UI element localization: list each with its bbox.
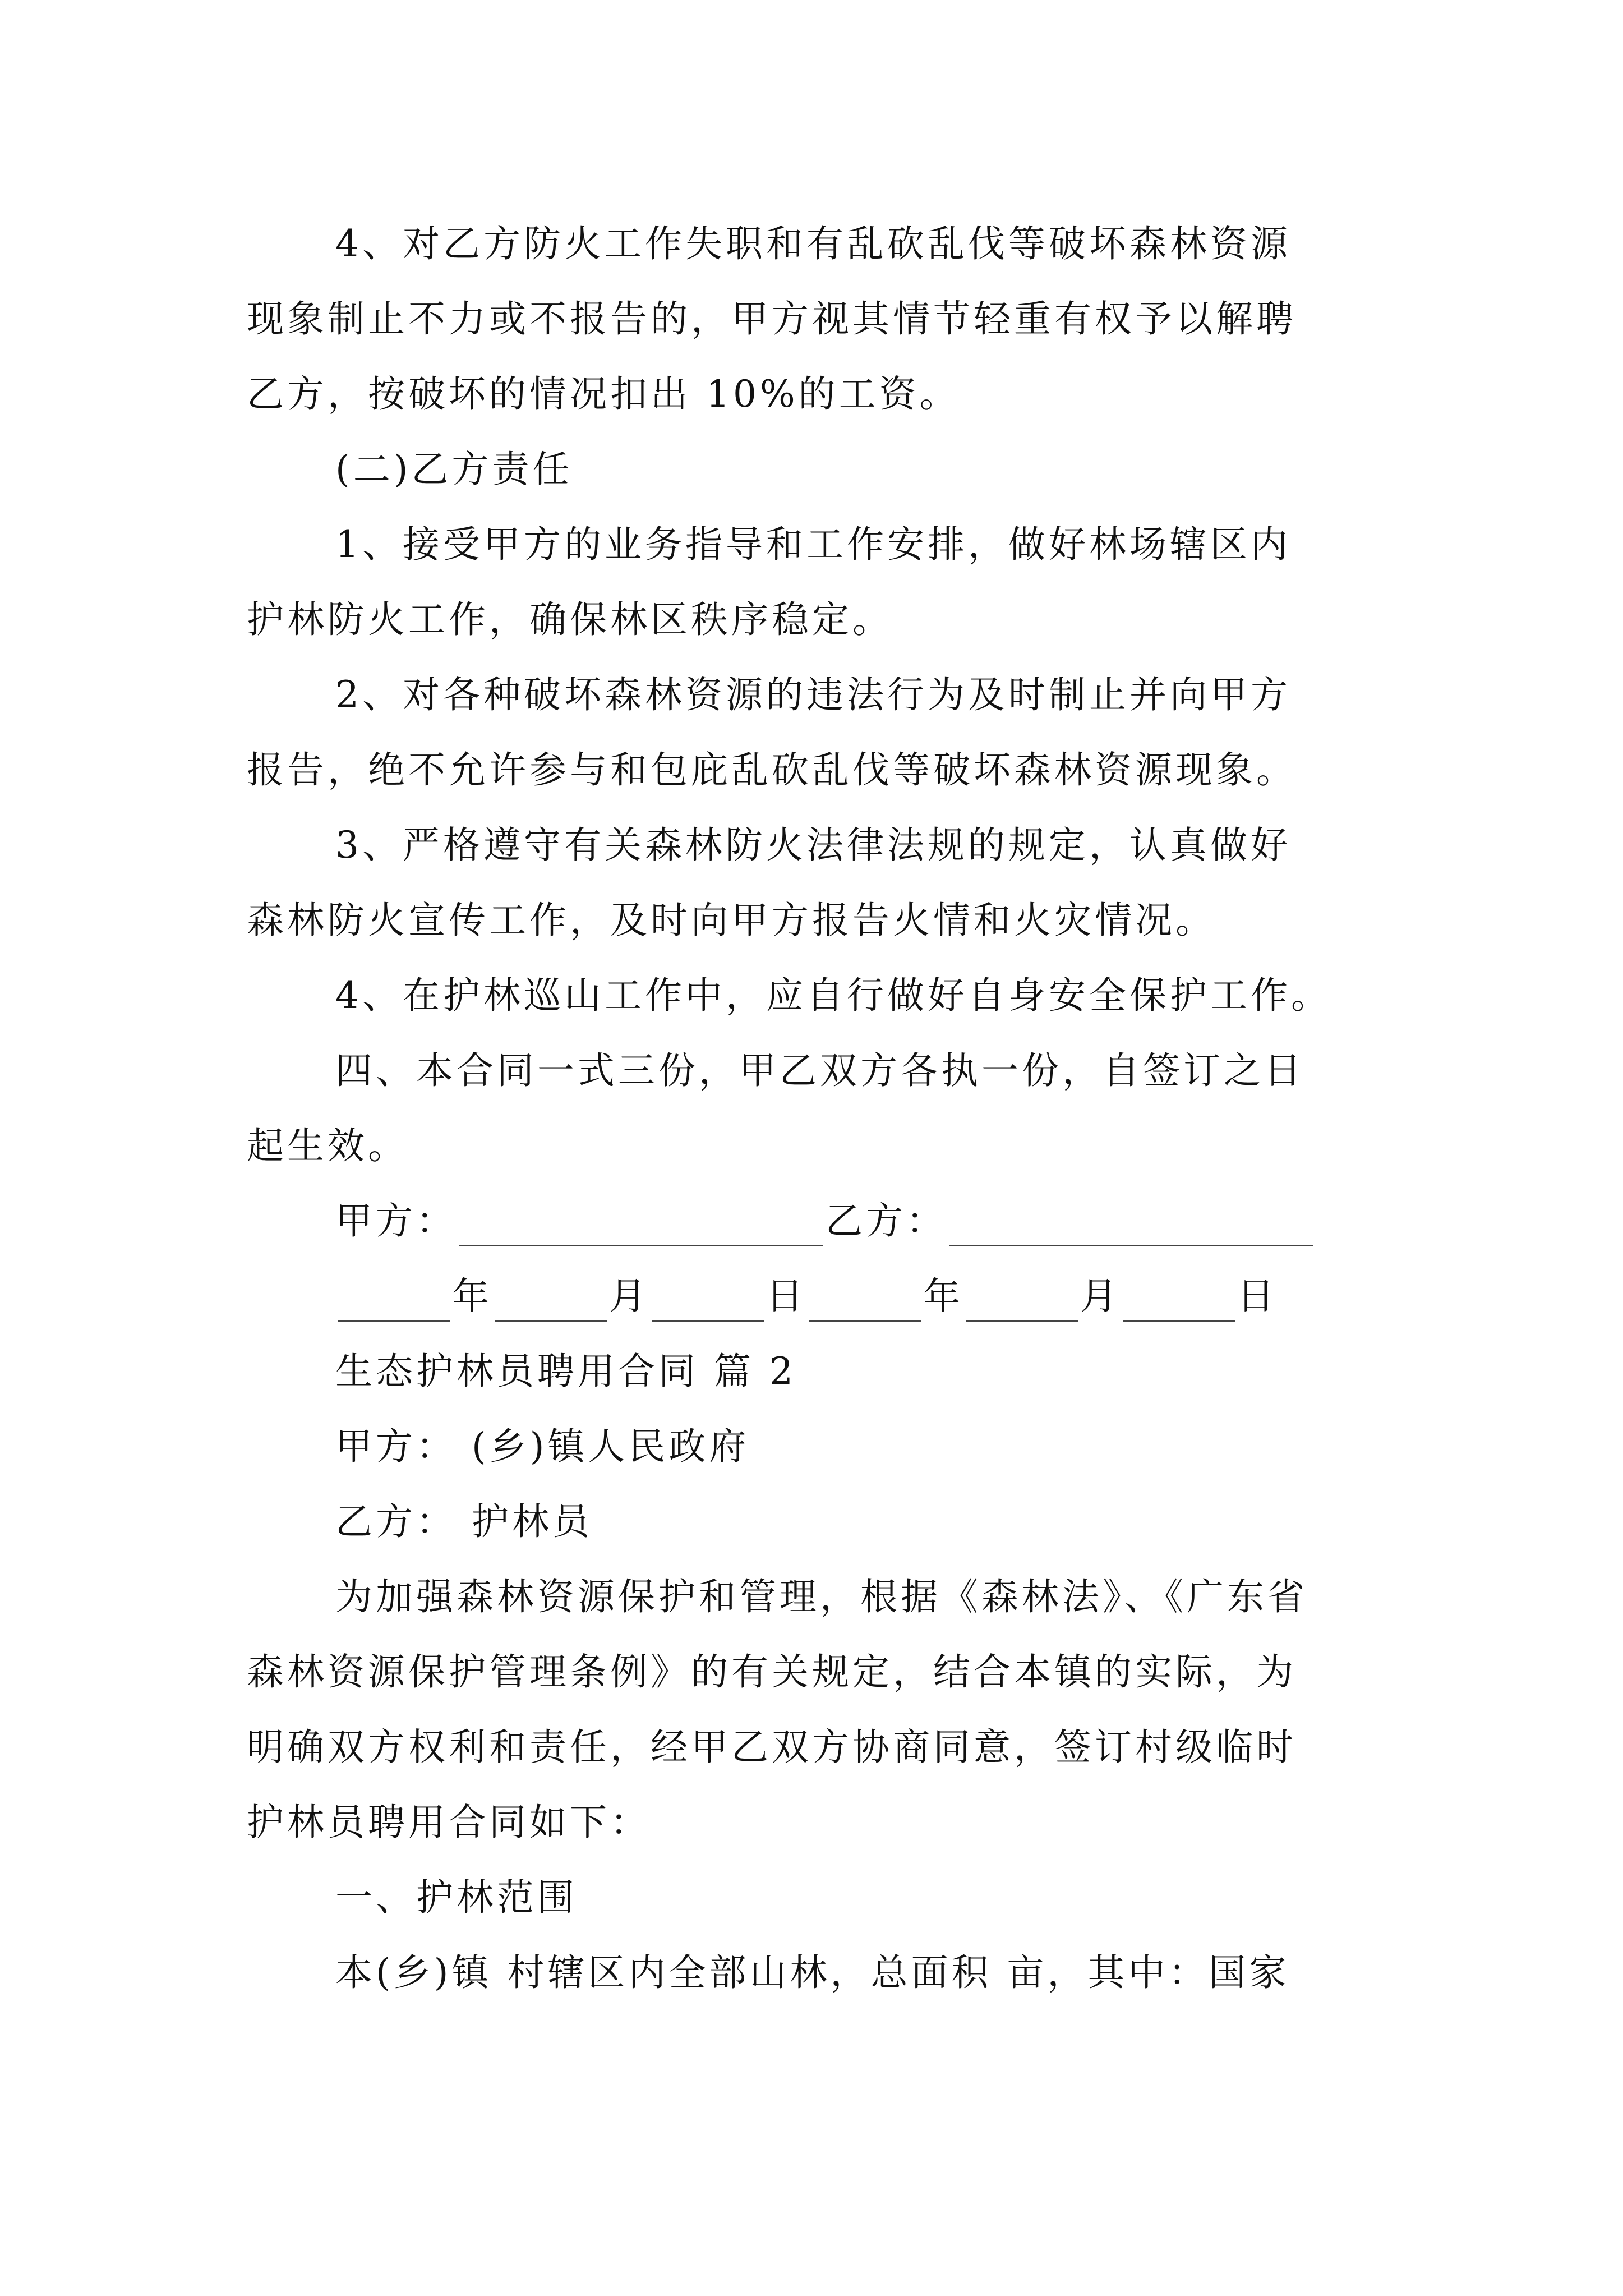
clause-4-line1: 四、本合同一式三份，甲乙双方各执一份，自签订之日 — [335, 1049, 1304, 1092]
party-a-day-blank[interactable] — [652, 1285, 764, 1322]
party-b-label: 乙方： — [826, 1199, 947, 1243]
preamble-line3: 明确双方权利和责任，经甲乙双方协商同意，签订村级临时 — [247, 1726, 1297, 1769]
party-a-signature-blank[interactable] — [459, 1210, 823, 1246]
signature-row — [335, 1196, 1316, 1246]
day-label: 日 — [766, 1274, 806, 1318]
preamble-line4: 护林员聘用合同如下： — [247, 1801, 651, 1844]
clause-a4-line1: 4、对乙方防火工作失职和有乱砍乱伐等破坏森林资源 — [335, 222, 1291, 265]
preamble-line2: 森林资源保护管理条例》的有关规定，结合本镇的实际，为 — [247, 1650, 1297, 1694]
section-heading-scope: 一、护林范围 — [335, 1876, 578, 1919]
clause-b3-line2: 森林防火宣传工作，及时向甲方报告火情和火灾情况。 — [247, 899, 1216, 942]
party-b-day-blank[interactable] — [1123, 1285, 1235, 1322]
clause-4-line2: 起生效。 — [247, 1124, 408, 1167]
year-label: 年 — [452, 1274, 492, 1318]
section-heading-party-b: (二)乙方责任 — [335, 448, 573, 491]
contract-2-party-a: 甲方： (乡)镇人民政府 — [335, 1425, 750, 1468]
clause-a4-line3: 乙方，按破坏的情况扣出 10%的工资。 — [247, 372, 960, 416]
clause-b1-line1: 1、接受甲方的业务指导和工作安排，做好林场辖区内 — [335, 523, 1291, 566]
party-a-year-blank[interactable] — [338, 1285, 450, 1322]
month-label: 月 — [609, 1274, 649, 1318]
month-label: 月 — [1080, 1274, 1121, 1318]
contract-2-title: 生态护林员聘用合同 篇 2 — [335, 1350, 796, 1393]
date-row — [335, 1271, 1278, 1322]
day-label: 日 — [1237, 1274, 1278, 1318]
party-a-month-blank[interactable] — [495, 1285, 607, 1322]
party-b-year-blank[interactable] — [809, 1285, 921, 1322]
party-a-label: 甲方： — [335, 1199, 457, 1243]
clause-a4-line2: 现象制止不力或不报告的，甲方视其情节轻重有权予以解聘 — [247, 297, 1297, 341]
clause-b3-line1: 3、严格遵守有关森林防火法律法规的规定，认真做好 — [335, 823, 1291, 867]
scope-line1: 本(乡)镇 村辖区内全部山林，总面积 亩，其中：国家 — [335, 1951, 1290, 1994]
preamble-line1: 为加强森林资源保护和管理，根据《森林法》、《广东省 — [335, 1575, 1308, 1618]
clause-b4-line1: 4、在护林巡山工作中，应自行做好自身安全保护工作。 — [335, 974, 1331, 1017]
contract-2-party-b: 乙方： 护林员 — [335, 1500, 593, 1543]
clause-b2-line2: 报告，绝不允许参与和包庇乱砍乱伐等破坏森林资源现象。 — [247, 748, 1297, 792]
clause-b1-line2: 护林防火工作，确保林区秩序稳定。 — [247, 598, 893, 641]
clause-b2-line1: 2、对各种破坏森林资源的违法行为及时制止并向甲方 — [335, 673, 1291, 716]
party-b-month-blank[interactable] — [966, 1285, 1078, 1322]
year-label: 年 — [923, 1274, 963, 1318]
party-b-signature-blank[interactable] — [949, 1210, 1313, 1246]
